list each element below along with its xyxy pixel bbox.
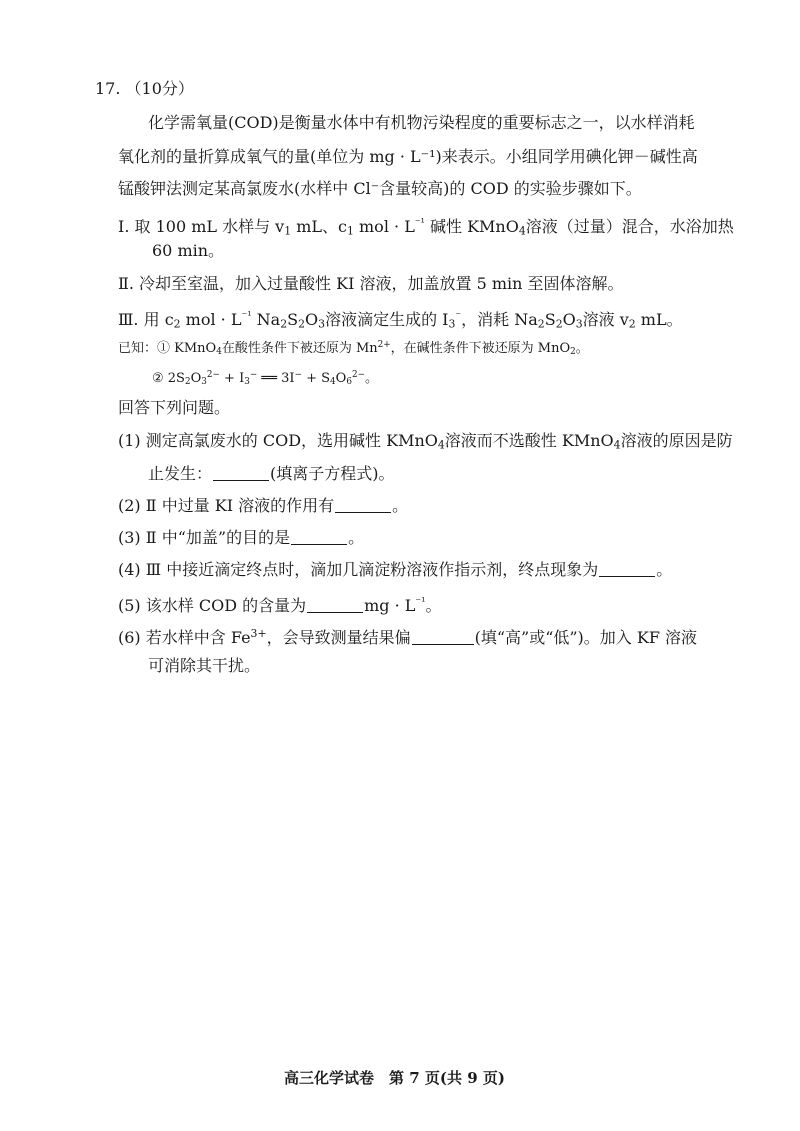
part-4: (4) Ⅲ 中接近滴定终点时，滴加几滴淀粉溶液作指示剂，终点现象为 。 — [118, 560, 673, 579]
step-2: Ⅱ. 冷却至室温，加入过量酸性 KI 溶液，加盖放置 5 min 至固体溶解。 — [118, 274, 624, 293]
answer-blank-1[interactable] — [213, 466, 269, 481]
answer-blank-3[interactable] — [291, 530, 347, 545]
answer-blank-4[interactable] — [599, 562, 655, 577]
intro-line-3: 锰酸钾法测定某高氯废水(水样中 Cl⁻含量较高)的 COD 的实验步骤如下。 — [118, 179, 642, 198]
answer-blank-6[interactable] — [412, 630, 474, 645]
part-6: (6) 若水样中含 $Fe^{3+}$，会导致测量结果偏 (填“高”或“低”)。加入 KF 溶液 — [118, 627, 698, 647]
answer-prompt: 回答下列问题。 — [118, 398, 231, 417]
part-5: (5) 该水样 COD 的含量为 mg · $L^{^{-1}}$。 — [118, 595, 442, 615]
known-1: 已知：① KMnO$_4$在酸性条件下被还原为 $Mn^{2+}$，在碱性条件下被还原为 MnO$_2$。 — [118, 340, 589, 358]
part-1: (1) 测定高氯废水的 COD，选用碱性 KMnO$_4$溶液而不选酸性 KMnO$_4$溶液的原因是防 — [118, 431, 733, 452]
intro-line-2: 氧化剂的量折算成氧气的量(单位为 mg · L⁻¹)来表示。小组同学用碘化钾－碱性高 — [118, 147, 698, 166]
answer-blank-2[interactable] — [335, 498, 391, 513]
part-1-line-2: 止发生： (填离子方程式)。 — [148, 464, 395, 483]
step-3: Ⅲ. 用 $c_2$ mol · $L^{^{-1}}$ $Na_2S_2O_3$溶液滴定生成的 $I_3^{^-}$，消耗 $Na_2S_2O_3$溶液 $v_2$ mL。 — [118, 309, 683, 331]
question-number: 17. — [95, 79, 121, 98]
part-3: (3) Ⅱ 中“加盖”的目的是 。 — [118, 528, 365, 547]
step-1: Ⅰ. 取 100 mL 水样与 $v_1$ mL、$c_1$ mol · $L^{^{-1}}$ 碱性 KMnO$_4$溶液（过量）混合，水浴加热 — [118, 216, 734, 238]
question-header — [95, 78, 194, 100]
question-score: （10分） — [125, 79, 194, 98]
page-footer: 高三化学试卷 第 7 页(共 9 页) — [284, 1069, 505, 1087]
known-2: ② $2S_2O_3^{2-} + I_3^-$ ══ $3I^- + S_4O_6^{2-}$。 — [152, 370, 378, 388]
answer-blank-5[interactable] — [307, 598, 363, 613]
step-1-line-2: 60 min。 — [152, 241, 225, 260]
part-2: (2) Ⅱ 中过量 KI 溶液的作用有 。 — [118, 496, 409, 515]
intro-line-1: 化学需氧量(COD)是衡量水体中有机物污染程度的重要标志之一，以水样消耗 — [148, 113, 695, 132]
part-6-line-2: 可消除其干扰。 — [148, 656, 261, 675]
